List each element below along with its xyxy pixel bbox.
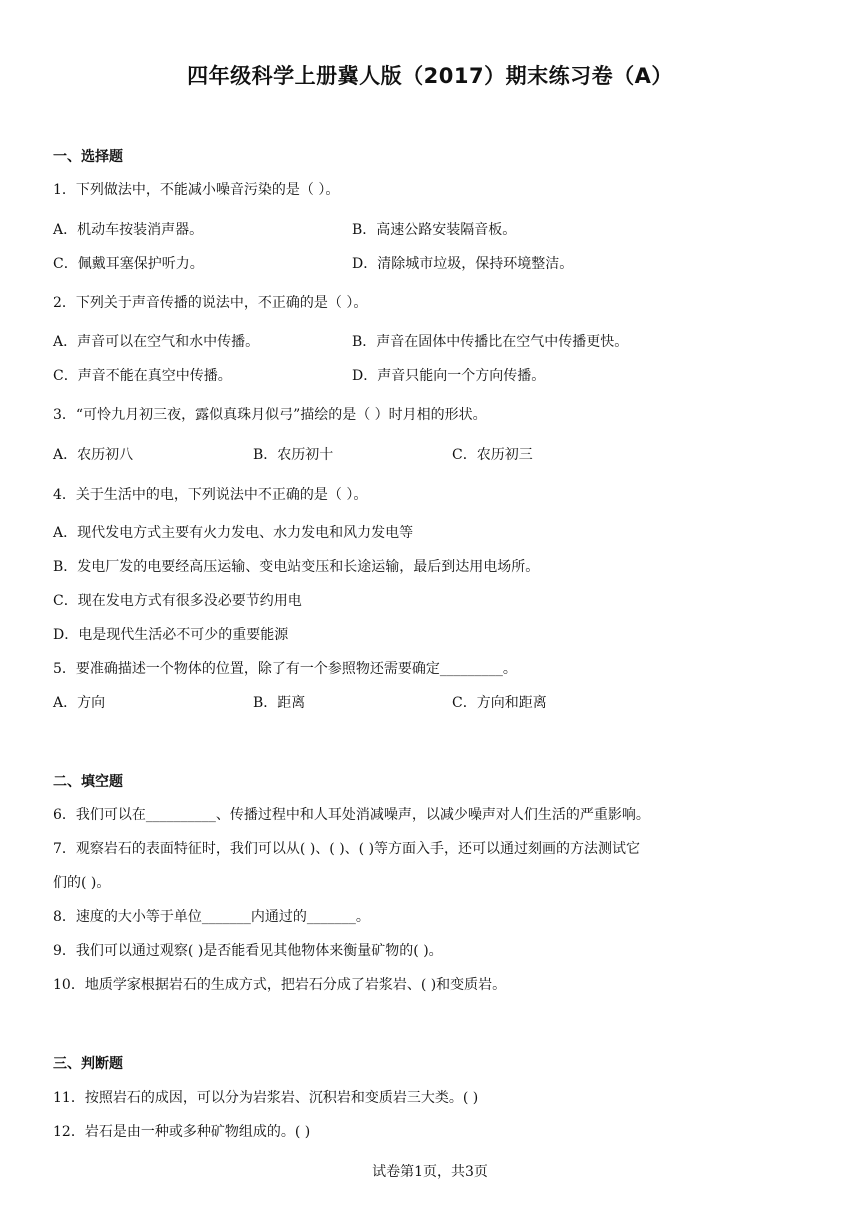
question-8: 8．速度的大小等于单位_______内通过的_______。 <box>53 909 370 925</box>
question-12: 12．岩石是由一种或多种矿物组成的。( ) <box>53 1124 311 1140</box>
question-3-stem: 3．“可怜九月初三夜，露似真珠月似弓”描绘的是（ ）时月相的形状。 <box>53 407 487 423</box>
section-heading-judge: 三、判断题 <box>53 1056 123 1072</box>
question-5-option-c: C．方向和距离 <box>452 695 547 711</box>
question-3-option-b: B．农历初十 <box>253 447 334 463</box>
question-2-option-d: D．声音只能向一个方向传播。 <box>352 368 546 384</box>
question-4-option-a: A．现代发电方式主要有火力发电、水力发电和风力发电等 <box>53 525 414 541</box>
page-footer: 试卷第1页，共3页 <box>372 1164 488 1180</box>
section-heading-choice: 一、选择题 <box>53 149 123 165</box>
question-3-option-c: C．农历初三 <box>452 447 533 463</box>
question-10: 10．地质学家根据岩石的生成方式，把岩石分成了岩浆岩、( )和变质岩。 <box>53 977 507 993</box>
question-4-option-c: C．现在发电方式有很多没必要节约用电 <box>53 593 302 609</box>
question-2-option-b: B．声音在固体中传播比在空气中传播更快。 <box>352 334 629 350</box>
section-heading-fill: 二、填空题 <box>53 774 123 790</box>
page-title: 四年级科学上册冀人版（2017）期末练习卷（A） <box>187 64 673 88</box>
question-1-option-d: D．清除城市垃圾，保持环境整洁。 <box>352 256 574 272</box>
question-5-option-a: A．方向 <box>53 695 106 711</box>
question-11: 11．按照岩石的成因，可以分为岩浆岩、沉积岩和变质岩三大类。( ) <box>53 1090 479 1106</box>
question-3-option-a: A．农历初八 <box>53 447 134 463</box>
question-6: 6．我们可以在__________、传播过程中和人耳处消减噪声，以减少噪声对人们生活的严重影响。 <box>53 807 650 823</box>
question-1-option-a: A．机动车按装消声器。 <box>53 222 204 238</box>
question-4-option-d: D．电是现代生活必不可少的重要能源 <box>53 627 289 643</box>
question-7-line-2: 们的( )。 <box>53 875 111 891</box>
question-1-option-c: C．佩戴耳塞保护听力。 <box>53 256 204 272</box>
question-2-stem: 2．下列关于声音传播的说法中，不正确的是（ ）。 <box>53 295 368 311</box>
question-2-option-a: A．声音可以在空气和水中传播。 <box>53 334 260 350</box>
question-1-stem: 1．下列做法中，不能减小噪音污染的是（ ）。 <box>53 182 340 198</box>
question-4-stem: 4．关于生活中的电，下列说法中不正确的是（ ）。 <box>53 487 368 503</box>
question-5-option-b: B．距离 <box>253 695 306 711</box>
question-7-line-1: 7．观察岩石的表面特征时，我们可以从( )、( )、( )等方面入手，还可以通过刻画的方法测试它 <box>53 841 641 857</box>
question-2-option-c: C．声音不能在真空中传播。 <box>53 368 232 384</box>
question-5-stem: 5．要准确描述一个物体的位置，除了有一个参照物还需要确定_________。 <box>53 661 517 677</box>
question-4-option-b: B．发电厂发的电要经高压运输、变电站变压和长途运输，最后到达用电场所。 <box>53 559 540 575</box>
question-9: 9．我们可以通过观察( )是否能看见其他物体来衡量矿物的( )。 <box>53 943 443 959</box>
question-1-option-b: B．高速公路安装隔音板。 <box>352 222 517 238</box>
